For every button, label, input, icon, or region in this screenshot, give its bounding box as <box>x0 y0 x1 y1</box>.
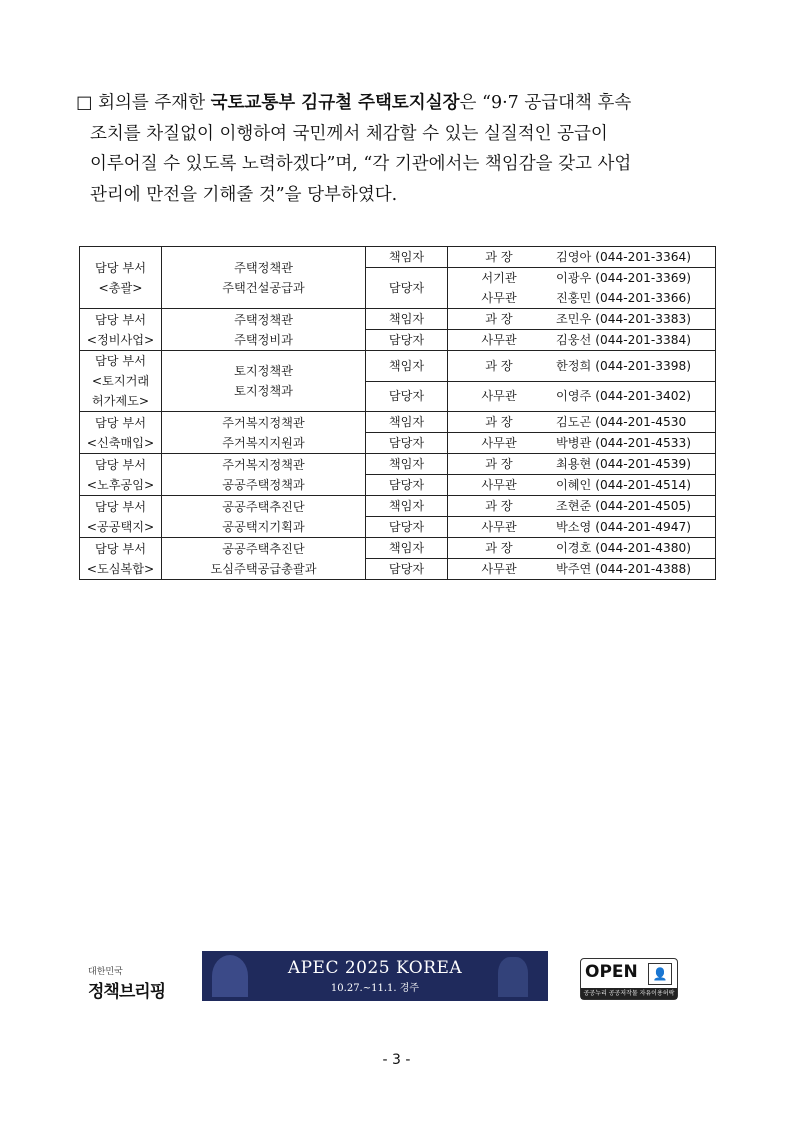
rank-label: 사무관 <box>481 389 517 404</box>
banner-title: APEC 2025 KOREA <box>287 958 463 978</box>
rank-label: 과 장 <box>485 415 513 429</box>
rank-label: 사무관 <box>481 436 517 450</box>
body-paragraph <box>76 88 726 210</box>
office-cell <box>162 454 366 496</box>
line-text: 회의를 주재한 <box>92 93 211 113</box>
office-label: 공공주택추진단 <box>222 499 305 514</box>
department-label: <토지거래 <box>91 374 150 388</box>
office-cell <box>162 538 366 580</box>
department-label: 담당 부서 <box>95 415 146 430</box>
contact-cell <box>448 330 716 351</box>
office-label: 주거복지정책관 <box>222 415 305 430</box>
rank-label: 과 장 <box>485 457 513 471</box>
rank-label: 사무관 <box>481 291 517 305</box>
office-label: 도심주택공급총괄과 <box>210 561 317 576</box>
person-contact: 조민우 (044-201-3383) <box>556 312 692 326</box>
person-contact: 김웅선 (044-201-3384) <box>556 333 692 347</box>
department-label: <신축매입> <box>86 435 155 450</box>
department-label: <공공택지> <box>86 519 155 534</box>
office-label: 주거복지정책관 <box>222 457 305 472</box>
rank-label: 사무관 <box>481 562 517 576</box>
lantern-illustration-icon <box>498 957 528 997</box>
role-cell: 담당자 <box>366 433 448 454</box>
office-label: 공공주택추진단 <box>222 541 305 556</box>
role-cell: 책임자 <box>366 247 448 268</box>
person-contact: 박소영 (044-201-4947) <box>556 520 692 534</box>
rank-label: 과 장 <box>485 358 513 373</box>
table-row <box>80 412 716 433</box>
person-contact: 김도곤 (044-201-4530 <box>556 415 687 429</box>
person-contact: 박병관 (044-201-4533) <box>556 436 692 450</box>
department-label: <정비사업> <box>86 332 155 347</box>
role-cell: 담당자 <box>366 475 448 496</box>
open-label: OPEN <box>585 962 638 982</box>
office-cell <box>162 247 366 309</box>
office-label: 주거복지지원과 <box>222 435 305 450</box>
role-cell: 담당자 <box>366 330 448 351</box>
rank-label: 과 장 <box>485 541 513 555</box>
table-row <box>80 496 716 517</box>
person-contact: 한정희 (044-201-3398) <box>556 358 692 373</box>
department-label: 담당 부서 <box>95 312 146 327</box>
logo-subtitle: 대한민국 <box>88 967 123 977</box>
line-text: 은 “9·7 공급대책 후속 <box>459 93 632 113</box>
role-cell: 책임자 <box>366 538 448 559</box>
contact-cell <box>448 559 716 580</box>
office-label: 공공택지기획과 <box>222 519 305 534</box>
rank-label: 과 장 <box>485 312 513 326</box>
department-label: 담당 부서 <box>95 457 146 472</box>
role-cell: 책임자 <box>366 309 448 330</box>
person-contact: 조현준 (044-201-4505) <box>556 499 692 513</box>
role-cell: 담당자 <box>366 517 448 538</box>
department-cell <box>80 454 162 496</box>
attribution-icon: 👤 <box>648 963 672 985</box>
department-label: 담당 부서 <box>95 354 146 368</box>
contact-table <box>79 246 716 580</box>
role-cell: 담당자 <box>366 559 448 580</box>
office-cell <box>162 351 366 412</box>
bullet-marker: □ <box>76 93 93 113</box>
office-cell <box>162 309 366 351</box>
banner-dates: 10.27.~11.1. 경주 <box>330 983 420 994</box>
contact-cell <box>448 517 716 538</box>
office-label: 주택정책관 <box>234 260 293 275</box>
table-row <box>80 538 716 559</box>
speaker-name: 국토교통부 김규철 주택토지실장 <box>210 93 460 113</box>
department-label: <노후공임> <box>86 477 155 492</box>
role-cell: 책임자 <box>366 412 448 433</box>
contact-cell <box>448 496 716 517</box>
contact-cell <box>448 309 716 330</box>
role-cell: 책임자 <box>366 496 448 517</box>
open-license-text: 공공누리 공공저작물 자유이용허락 <box>581 988 677 999</box>
contact-cell <box>448 475 716 496</box>
person-contact: 이광우 (044-201-3369) <box>556 271 692 285</box>
department-label: <총괄> <box>98 280 143 295</box>
contact-cell <box>448 268 716 289</box>
contact-cell <box>448 433 716 454</box>
contact-cell <box>448 381 716 412</box>
kogl-open-badge <box>580 958 678 1000</box>
person-contact: 박주연 (044-201-4388) <box>556 562 692 576</box>
department-cell <box>80 351 162 412</box>
role-cell: 책임자 <box>366 454 448 475</box>
role-cell: 담당자 <box>366 268 448 309</box>
paragraph-line-1 <box>76 88 726 119</box>
department-cell <box>80 412 162 454</box>
apec-banner <box>202 951 548 1001</box>
rank-label: 사무관 <box>481 520 517 534</box>
palace-illustration-icon <box>212 955 248 997</box>
person-contact: 이영주 (044-201-3402) <box>556 389 692 404</box>
role-cell: 책임자 <box>366 351 448 382</box>
office-cell <box>162 496 366 538</box>
contact-cell <box>448 538 716 559</box>
rank-label: 사무관 <box>481 333 517 347</box>
department-label: 담당 부서 <box>95 541 146 556</box>
paragraph-line-4: 관리에 만전을 기해줄 것”을 당부하였다. <box>90 184 398 205</box>
rank-label: 과 장 <box>485 250 513 264</box>
office-label: 주택건설공급과 <box>222 280 305 295</box>
role-cell: 담당자 <box>366 381 448 412</box>
contact-cell <box>448 247 716 268</box>
office-label: 토지정책과 <box>234 384 293 398</box>
department-label: 담당 부서 <box>95 499 146 514</box>
table-row <box>80 247 716 268</box>
person-contact: 이혜인 (044-201-4514) <box>556 478 692 492</box>
page-number: - 3 - <box>382 1052 411 1068</box>
policy-briefing-logo <box>88 964 168 1002</box>
rank-label: 과 장 <box>485 499 513 513</box>
person-contact: 이경호 (044-201-4380) <box>556 541 692 555</box>
paragraph-line-3: 이루어질 수 있도록 노력하겠다”며, “각 기관에서는 책임감을 갖고 사업 <box>90 154 632 174</box>
table-row <box>80 309 716 330</box>
department-label: 담당 부서 <box>95 260 146 275</box>
office-cell <box>162 412 366 454</box>
contact-cell <box>448 412 716 433</box>
office-label: 주택정책관 <box>234 312 293 327</box>
table-row <box>80 454 716 475</box>
paragraph-line-2: 조치를 차질없이 이행하여 국민께서 체감할 수 있는 실질적인 공급이 <box>90 123 608 144</box>
contact-cell <box>448 454 716 475</box>
department-cell <box>80 496 162 538</box>
person-contact: 진홍민 (044-201-3366) <box>556 291 692 305</box>
logo-title: 정책브리핑 <box>88 982 166 1002</box>
contact-cell <box>448 351 716 382</box>
office-label: 공공주택정책과 <box>222 477 305 492</box>
office-label: 토지정책관 <box>234 364 293 378</box>
department-label: <도심복합> <box>86 561 155 576</box>
department-label: 허가제도> <box>91 394 150 408</box>
department-cell <box>80 538 162 580</box>
department-cell <box>80 247 162 309</box>
rank-label: 서기관 <box>481 271 517 285</box>
person-contact: 김영아 (044-201-3364) <box>556 250 692 264</box>
person-contact: 최용현 (044-201-4539) <box>556 457 692 471</box>
office-label: 주택정비과 <box>234 332 293 347</box>
rank-label: 사무관 <box>481 478 517 492</box>
contact-cell <box>448 288 716 309</box>
table-row <box>80 351 716 382</box>
department-cell <box>80 309 162 351</box>
